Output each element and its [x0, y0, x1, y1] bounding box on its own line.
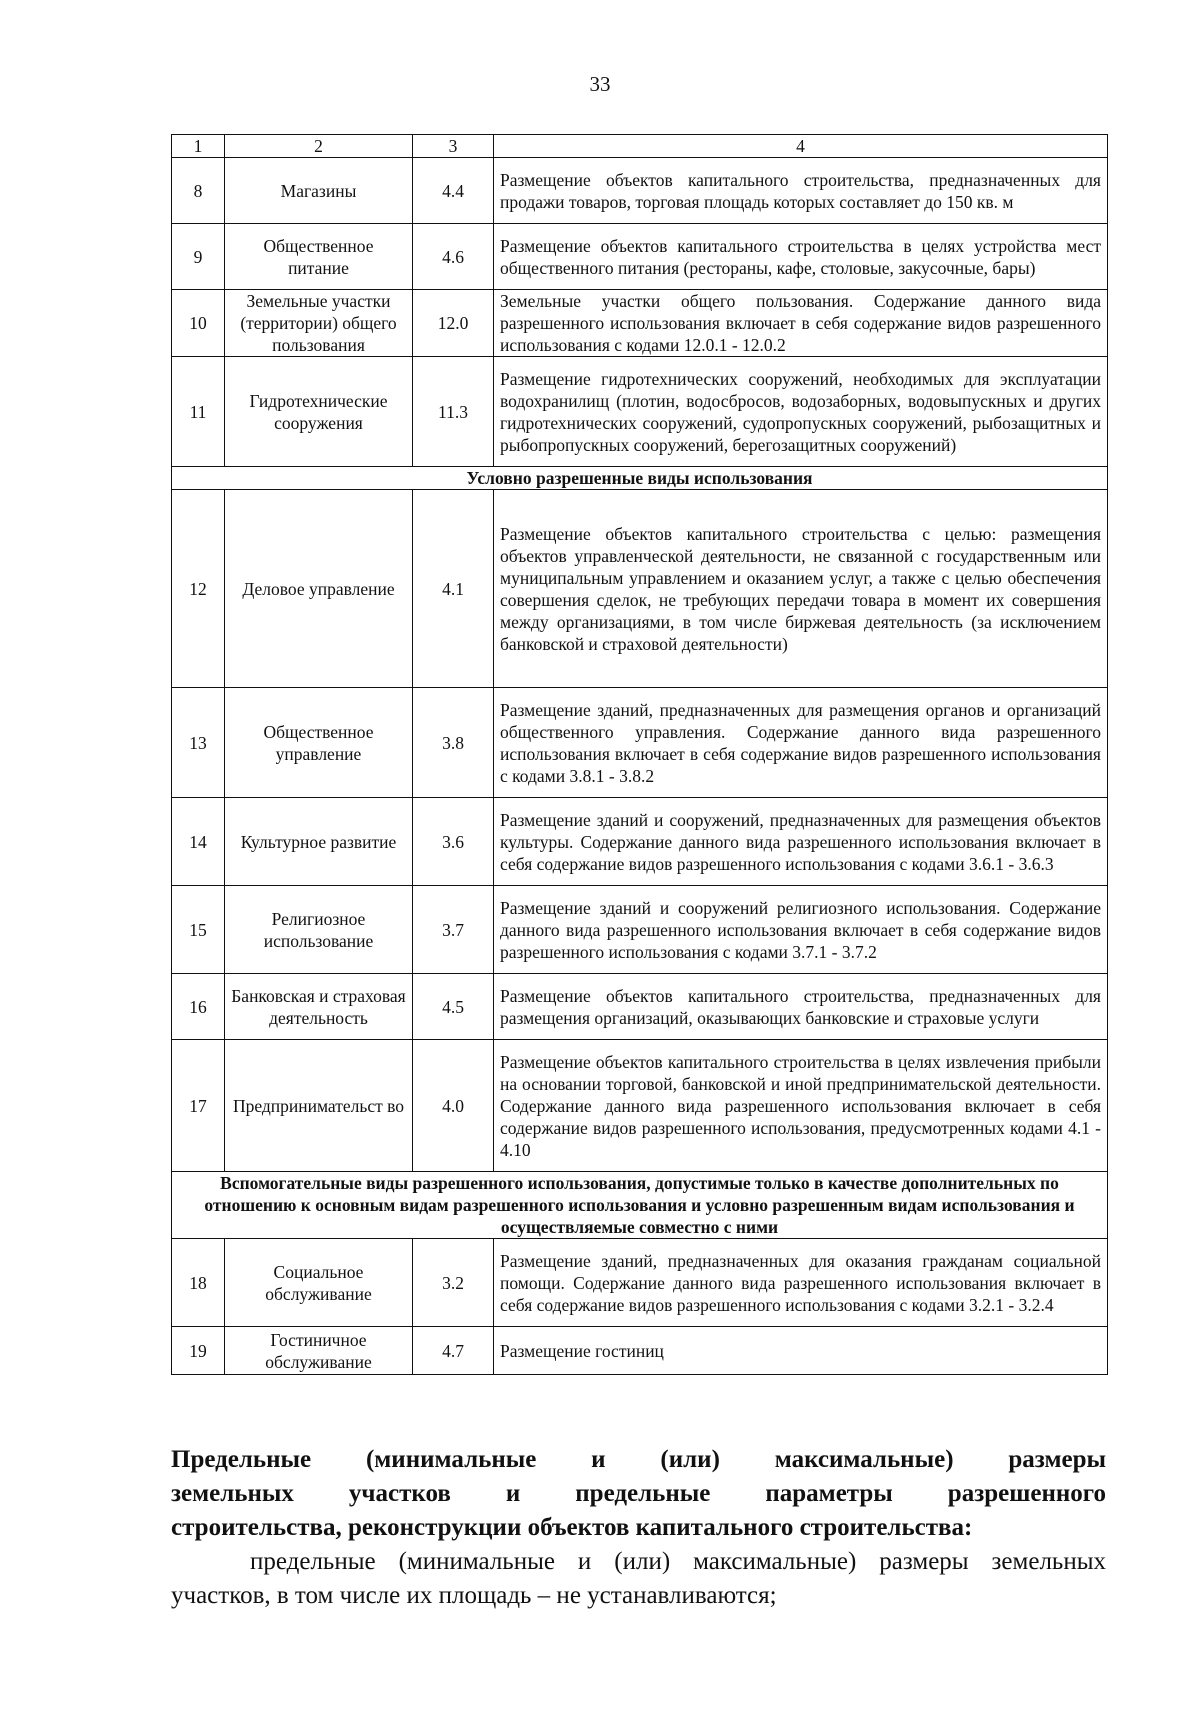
section-row-conditional: [172, 467, 1108, 490]
column-header: 2: [225, 135, 413, 158]
use-code: 3.7: [413, 886, 494, 974]
column-header: 3: [413, 135, 494, 158]
use-description: Размещение гостиниц: [494, 1327, 1108, 1375]
use-name: Гидротехнические сооружения: [225, 357, 413, 467]
use-code: 4.5: [413, 974, 494, 1040]
use-name: Магазины: [225, 158, 413, 224]
use-name: Общественное питание: [225, 224, 413, 290]
row-number: 14: [172, 798, 225, 886]
use-code: 4.6: [413, 224, 494, 290]
table-row: [172, 1239, 1108, 1327]
limits-section: [171, 1443, 1106, 1613]
use-code: 3.8: [413, 688, 494, 798]
use-name: Земельные участки (территории) общего пользования: [225, 290, 413, 357]
use-name: Социальное обслуживание: [225, 1239, 413, 1327]
page-number: 33: [589, 72, 611, 96]
use-description: Размещение объектов капитального строительства с целью: размещения объектов управленческой деятельности, не связанной с государственным или муниципальным управлением и оказанием услуг, а также с целью обеспечения совершения сделок, не требующих передачи товара в момент их совершения между организациями, в том числе биржевая деятельность (за исключением банковской и страховой деятельности): [494, 490, 1108, 688]
column-header: 1: [172, 135, 225, 158]
section-heading-line: земельных участков и предельные параметры разрешенного: [171, 1480, 1106, 1507]
column-header: 4: [494, 135, 1108, 158]
use-code: 12.0: [413, 290, 494, 357]
table-row: [172, 357, 1108, 467]
table-header-row: [172, 135, 1108, 158]
use-code: 11.3: [413, 357, 494, 467]
section-heading-line: Предельные (минимальные и (или) максимальные) размеры: [171, 1446, 1106, 1473]
row-number: 10: [172, 290, 225, 357]
row-number: 15: [172, 886, 225, 974]
table-row: [172, 224, 1108, 290]
use-name: Общественное управление: [225, 688, 413, 798]
use-name: Банковская и страховая деятельность: [225, 974, 413, 1040]
table-row: [172, 798, 1108, 886]
row-number: 19: [172, 1327, 225, 1375]
row-number: 18: [172, 1239, 225, 1327]
use-description: Размещение зданий, предназначенных для оказания гражданам социальной помощи. Содержание данного вида разрешенного использования включает в себя содержание видов разрешенного использования с кодами 3.2.1 - 3.2.4: [494, 1239, 1108, 1327]
use-description: Размещение зданий и сооружений религиозного использования. Содержание данного вида разрешенного использования включает в себя содержание видов разрешенного использования с кодами 3.7.1 - 3.7.2: [494, 886, 1108, 974]
table-row: [172, 490, 1108, 688]
table-row: [172, 1327, 1108, 1375]
table-row: [172, 974, 1108, 1040]
section-title-conditional: Условно разрешенные виды использования: [172, 467, 1108, 490]
table-row: [172, 688, 1108, 798]
use-name: Предпринимательст во: [225, 1040, 413, 1172]
use-code: 4.1: [413, 490, 494, 688]
row-number: 12: [172, 490, 225, 688]
use-name: Культурное развитие: [225, 798, 413, 886]
use-code: 3.6: [413, 798, 494, 886]
use-code: 3.2: [413, 1239, 494, 1327]
table-row: [172, 886, 1108, 974]
use-code: 4.0: [413, 1040, 494, 1172]
row-number: 9: [172, 224, 225, 290]
use-description: Размещение объектов капитального строительства, предназначенных для продажи товаров, торговая площадь которых составляет до 150 кв. м: [494, 158, 1108, 224]
land-use-table: [171, 134, 1108, 1375]
use-name: Религиозное использование: [225, 886, 413, 974]
table-row: [172, 158, 1108, 224]
use-code: 4.4: [413, 158, 494, 224]
use-code: 4.7: [413, 1327, 494, 1375]
use-name: Деловое управление: [225, 490, 413, 688]
row-number: 17: [172, 1040, 225, 1172]
table-row: [172, 290, 1108, 357]
section-row-auxiliary: [172, 1172, 1108, 1239]
section-title-auxiliary: Вспомогательные виды разрешенного использования, допустимые только в качестве дополнительных по отношению к основным видам разрешенного использования и условно разрешенным видам использования и осуществляемые совместно с ними: [172, 1172, 1108, 1239]
use-description: Размещение гидротехнических сооружений, необходимых для эксплуатации водохранилищ (плотин, водосбросов, водозаборных, водовыпускных и других гидротехнических сооружений, судопропускных сооружений, рыбозащитных и рыбопропускных сооружений, берегозащитных сооружений): [494, 357, 1108, 467]
use-description: Земельные участки общего пользования. Содержание данного вида разрешенного использования включает в себя содержание видов разрешенного использования с кодами 12.0.1 - 12.0.2: [494, 290, 1108, 357]
use-description: Размещение объектов капитального строительства в целях извлечения прибыли на основании торговой, банковской и иной предпринимательской деятельности. Содержание данного вида разрешенного использования включает в себя содержание видов разрешенного использования, предусмотренных кодами 4.1 - 4.10: [494, 1040, 1108, 1172]
row-number: 13: [172, 688, 225, 798]
limits-paragraph: предельные (минимальные и (или) максимальные) размеры земельных участков, в том числе их площадь – не устанавливаются;: [171, 1548, 1106, 1609]
section-heading-line: строительства, реконструкции объектов капитального строительства:: [171, 1514, 973, 1541]
row-number: 11: [172, 357, 225, 467]
table-row: [172, 1040, 1108, 1172]
row-number: 8: [172, 158, 225, 224]
use-name: Гостиничное обслуживание: [225, 1327, 413, 1375]
use-description: Размещение зданий, предназначенных для размещения органов и организаций общественного управления. Содержание данного вида разрешенного использования включает в себя содержание видов разрешенного использования с кодами 3.8.1 - 3.8.2: [494, 688, 1108, 798]
use-description: Размещение зданий и сооружений, предназначенных для размещения объектов культуры. Содержание данного вида разрешенного использования включает в себя содержание видов разрешенного использования с кодами 3.6.1 - 3.6.3: [494, 798, 1108, 886]
use-description: Размещение объектов капитального строительства в целях устройства мест общественного питания (рестораны, кафе, столовые, закусочные, бары): [494, 224, 1108, 290]
use-description: Размещение объектов капитального строительства, предназначенных для размещения организаций, оказывающих банковские и страховые услуги: [494, 974, 1108, 1040]
row-number: 16: [172, 974, 225, 1040]
